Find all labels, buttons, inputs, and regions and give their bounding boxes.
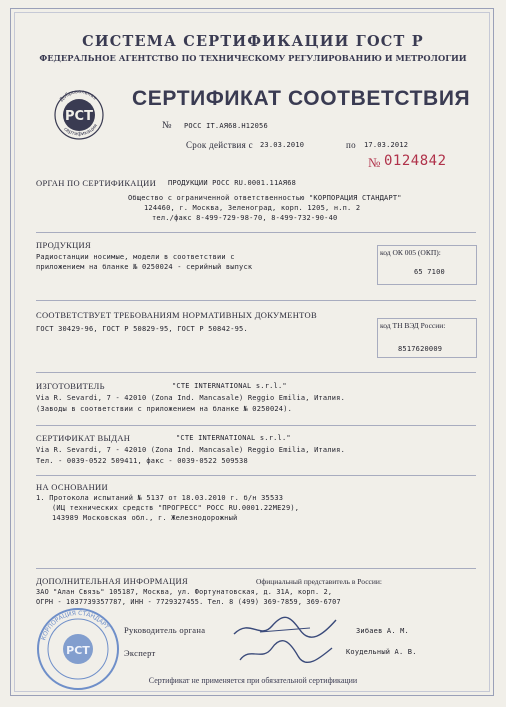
extra-line-2: ОГРН - 1037739357787, ИНН - 7729327455. Тел. 8 (499) 369-7859, 369-6707 bbox=[36, 598, 341, 606]
okp-label: код ОК 005 (ОКП): bbox=[380, 248, 441, 257]
conformity-label: СООТВЕТСТВУЕТ ТРЕБОВАНИЯМ НОРМАТИВНЫХ ДОКУМЕНТОВ bbox=[36, 310, 317, 320]
svg-text:PCT: PCT bbox=[65, 109, 93, 124]
serial-prefix: № bbox=[368, 155, 381, 170]
divider bbox=[36, 475, 476, 476]
svg-text:Добровольная: Добровольная bbox=[58, 89, 98, 104]
product-label: ПРОДУКЦИЯ bbox=[36, 240, 91, 250]
tnved-code: 8517620009 bbox=[398, 345, 443, 353]
expert-signature bbox=[236, 636, 336, 666]
footer-caption: Сертификат не применяется при обязательной сертификации bbox=[148, 676, 358, 685]
head-label: Руководитель органа bbox=[124, 625, 206, 635]
svg-text:PCT: PCT bbox=[66, 644, 90, 657]
product-line-2: приложением на бланке № 0250024 - серийный выпуск bbox=[36, 263, 253, 271]
issued-label: СЕРТИФИКАТ ВЫДАН bbox=[36, 433, 131, 443]
manufacturer-name: "CTE INTERNATIONAL s.r.l." bbox=[172, 382, 287, 390]
manufacturer-line-1: Via R. Sevardi, 7 - 42010 (Zona Ind. Mancasale) Reggio Emilia, Италия. bbox=[36, 394, 346, 402]
organ-label: ОРГАН ПО СЕРТИФИКАЦИИ bbox=[36, 178, 157, 188]
okp-code: 65 7100 bbox=[414, 268, 445, 276]
divider bbox=[36, 425, 476, 426]
basis-line-1: 1. Протокола испытаний № 5137 от 18.03.2010 г. б/н 35533 bbox=[36, 494, 284, 502]
valid-to: 17.03.2012 bbox=[364, 141, 409, 149]
extra-info-label: ДОПОЛНИТЕЛЬНАЯ ИНФОРМАЦИЯ bbox=[36, 576, 188, 586]
validity-label: Срок действия с bbox=[186, 140, 253, 150]
valid-from: 23.03.2010 bbox=[260, 141, 305, 149]
svg-text:сертификация: сертификация bbox=[62, 123, 100, 138]
serial-number: 0124842 bbox=[384, 153, 447, 169]
divider bbox=[36, 372, 476, 373]
organ-line-2: 124460, г. Москва, Зеленоград, корп. 1205, н.п. 2 bbox=[144, 204, 361, 212]
organ-code: ПРОДУКЦИИ РОСС RU.0001.11АЯ68 bbox=[168, 179, 297, 187]
divider bbox=[36, 232, 476, 233]
gost-r-logo-icon bbox=[52, 84, 106, 146]
expert-label: Эксперт bbox=[124, 648, 156, 658]
issued-line-2: Тел. - 0039-0522 509411, факс - 0039-0522 509538 bbox=[36, 457, 248, 465]
manufacturer-label: ИЗГОТОВИТЕЛЬ bbox=[36, 381, 105, 391]
svg-text:КОРПОРАЦИЯ СТАНДАРТ: КОРПОРАЦИЯ СТАНДАРТ bbox=[40, 609, 110, 642]
basis-line-2: (ИЦ технических средств "ПРОГРЕСС" РОСС RU.0001.22МЕ29), bbox=[52, 504, 300, 512]
manufacturer-line-2: (Заводы в соответствии с приложением на бланке № 0250024). bbox=[36, 405, 293, 413]
divider bbox=[36, 568, 476, 569]
expert-name: Коудельный А. В. bbox=[346, 648, 417, 656]
rep-label: Официальный представитель в России: bbox=[256, 577, 382, 586]
divider bbox=[36, 300, 476, 301]
valid-to-label: по bbox=[346, 140, 356, 150]
product-line-1: Радиостанции носимые, модели в соответствии с bbox=[36, 253, 235, 261]
issued-name: "CTE INTERNATIONAL s.r.l." bbox=[176, 434, 291, 442]
agency-heading: ФЕДЕРАЛЬНОЕ АГЕНТСТВО ПО ТЕХНИЧЕСКОМУ РЕГУЛИРОВАНИЮ И МЕТРОЛОГИИ bbox=[39, 53, 467, 63]
issued-line-1: Via R. Sevardi, 7 - 42010 (Zona Ind. Mancasale) Reggio Emilia, Италия. bbox=[36, 446, 346, 454]
organ-line-3: тел./факс 8-499-729-98-70, 8-499-732-90-40 bbox=[152, 214, 338, 222]
organ-line-1: Общество с ограниченной ответственностью "КОРПОРАЦИЯ СТАНДАРТ" bbox=[128, 194, 402, 202]
cert-number-label: № bbox=[162, 120, 172, 131]
extra-line-1: ЗАО "Алан Связь" 105187, Москва, ул. Фортунатовская, д. 31А, корп. 2, bbox=[36, 588, 333, 596]
standards: ГОСТ 30429-96, ГОСТ Р 50829-95, ГОСТ Р 50842-95. bbox=[36, 325, 248, 333]
head-name: Зибаев А. М. bbox=[356, 627, 409, 635]
certificate-title: СЕРТИФИКАТ СООТВЕТСТВИЯ bbox=[132, 87, 471, 110]
system-heading: СИСТЕМА СЕРТИФИКАЦИИ ГОСТ Р bbox=[82, 33, 424, 50]
basis-label: НА ОСНОВАНИИ bbox=[36, 482, 108, 492]
tnved-label: код ТН ВЭД России: bbox=[380, 321, 446, 330]
basis-line-3: 143989 Московская обл., г. Железнодорожный bbox=[52, 514, 238, 522]
cert-number: РОСС IT.АЯ68.Н12056 bbox=[184, 122, 268, 130]
